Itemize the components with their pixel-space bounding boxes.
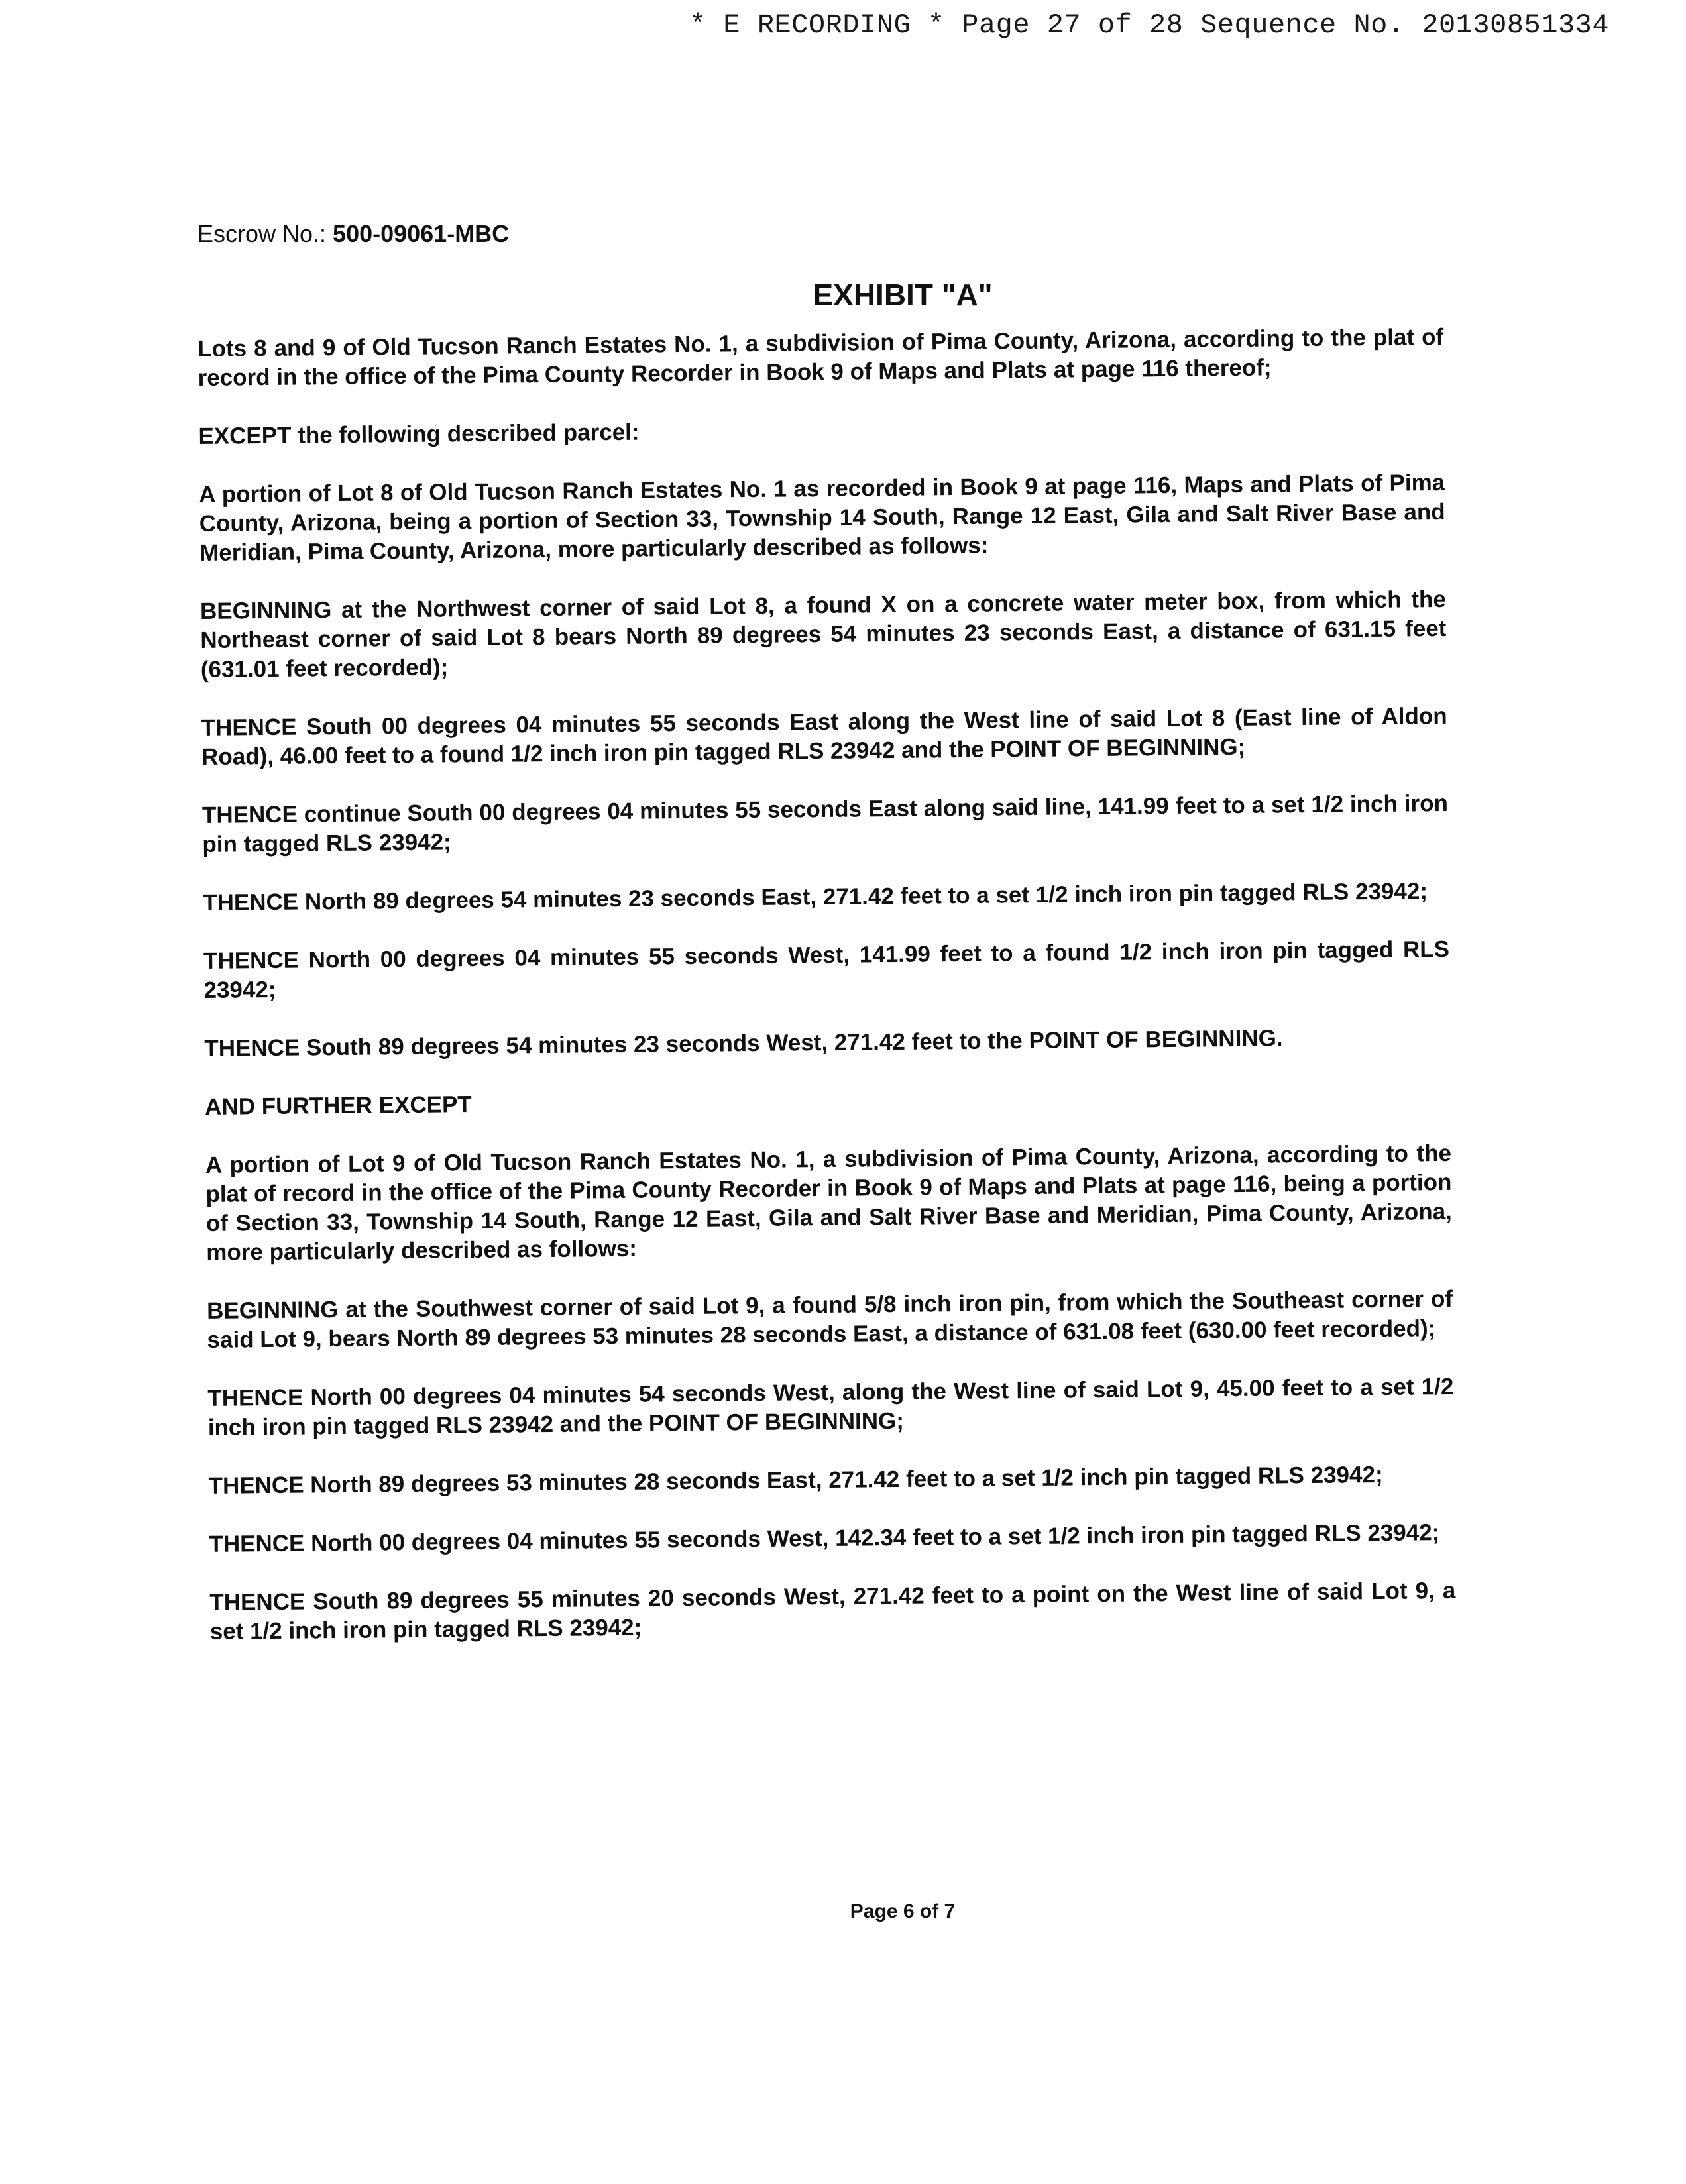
- paragraph-except-heading: EXCEPT the following described parcel:: [198, 419, 640, 449]
- paragraph-lot8-thence-5: THENCE South 89 degrees 54 minutes 23 seconds West, 271.42 feet to the POINT OF BEGINNING.: [204, 1025, 1283, 1062]
- escrow-number-line: [197, 220, 509, 248]
- paragraph-lot9-portion: A portion of Lot 9 of Old Tucson Ranch Estates No. 1, a subdivision of Pima County, Arizona, according to the plat of record in the office of the Pima County Recorder in Book 9 of Maps and Plats at page 116, being a portion of Section 33, Township 14 South, Range 12 East, Gila and Salt River Base and Meridian, Pima County, Arizona, more particularly described as follows:: [205, 1140, 1452, 1266]
- paragraph-lot8-thence-1: THENCE South 00 degrees 04 minutes 55 seconds East along the West line of said Lot 8 (East line of Aldon Road), 46.00 feet to a found 1/2 inch iron pin tagged RLS 23942 and the POINT OF BEGINNING;: [201, 702, 1447, 770]
- paragraph-lot8-thence-4: THENCE North 00 degrees 04 minutes 55 seconds West, 141.99 feet to a found 1/2 inch iron pin tagged RLS 23942;: [203, 936, 1450, 1003]
- escrow-label: Escrow No.:: [197, 220, 333, 247]
- paragraph-further-except: AND FURTHER EXCEPT: [205, 1091, 472, 1120]
- paragraph-lot9-beginning: BEGINNING at the Southwest corner of said Lot 9, a found 5/8 inch iron pin, from which the Southeast corner of said Lot 9, bears North 89 degrees 53 minutes 28 seconds East, a distance of 631.08 feet (630.00 feet recorded);: [206, 1285, 1453, 1353]
- paragraph-lot9-thence-3: THENCE North 00 degrees 04 minutes 55 seconds West, 142.34 feet to a set 1/2 inch iron pin tagged RLS 23942;: [209, 1519, 1440, 1557]
- paragraph-lot9-thence-2: THENCE North 89 degrees 53 minutes 28 seconds East, 271.42 feet to a set 1/2 inch pin tagged RLS 23942;: [208, 1461, 1383, 1499]
- recording-header: * E RECORDING * Page 27 of 28 Sequence No. 20130851334: [689, 9, 1610, 41]
- paragraph-lot9-thence-1: THENCE North 00 degrees 04 minutes 54 seconds West, along the West line of said Lot 9, 45.00 feet to a set 1/2 inch iron pin tagged RLS 23942 and the POINT OF BEGINNING;: [207, 1373, 1454, 1441]
- paragraph-lot8-beginning: BEGINNING at the Northwest corner of said Lot 8, a found X on a concrete water meter box, from which the Northeast corner of said Lot 8 bears North 89 degrees 54 minutes 23 seconds East, a distance of 631.15 feet (631.01 feet recorded);: [199, 586, 1447, 682]
- page-number: Page 6 of 7: [850, 1900, 956, 1922]
- escrow-number: 500-09061-MBC: [333, 220, 510, 247]
- paragraph-lots-description: Lots 8 and 9 of Old Tucson Ranch Estates No. 1, a subdivision of Pima County, Arizona, according to the plat of record in the office of the Pima County Recorder in Book 9 of Maps and Plats at page 116 thereof;: [197, 323, 1444, 391]
- paragraph-lot9-thence-4: THENCE South 89 degrees 55 minutes 20 seconds West, 271.42 feet to a point on the West line of said Lot 9, a set 1/2 inch iron pin tagged RLS 23942;: [209, 1577, 1456, 1645]
- paragraph-lot8-thence-2: THENCE continue South 00 degrees 04 minutes 55 seconds East along said line, 141.99 feet to a set 1/2 inch iron pin tagged RLS 23942;: [201, 790, 1449, 857]
- legal-description: [197, 323, 1456, 1676]
- paragraph-lot8-portion: A portion of Lot 8 of Old Tucson Ranch Estates No. 1 as recorded in Book 9 at page 116, Maps and Plats of Pima County, Arizona, being a portion of Section 33, Township 14 South, Range 12 East, Gila and Salt River Base and Meridian, Pima County, Arizona, more particularly described as follows:: [199, 469, 1445, 566]
- paragraph-lot8-thence-3: THENCE North 89 degrees 54 minutes 23 seconds East, 271.42 feet to a set 1/2 inch iron pin tagged RLS 23942;: [203, 878, 1428, 916]
- exhibit-title: EXHIBIT "A": [813, 278, 993, 312]
